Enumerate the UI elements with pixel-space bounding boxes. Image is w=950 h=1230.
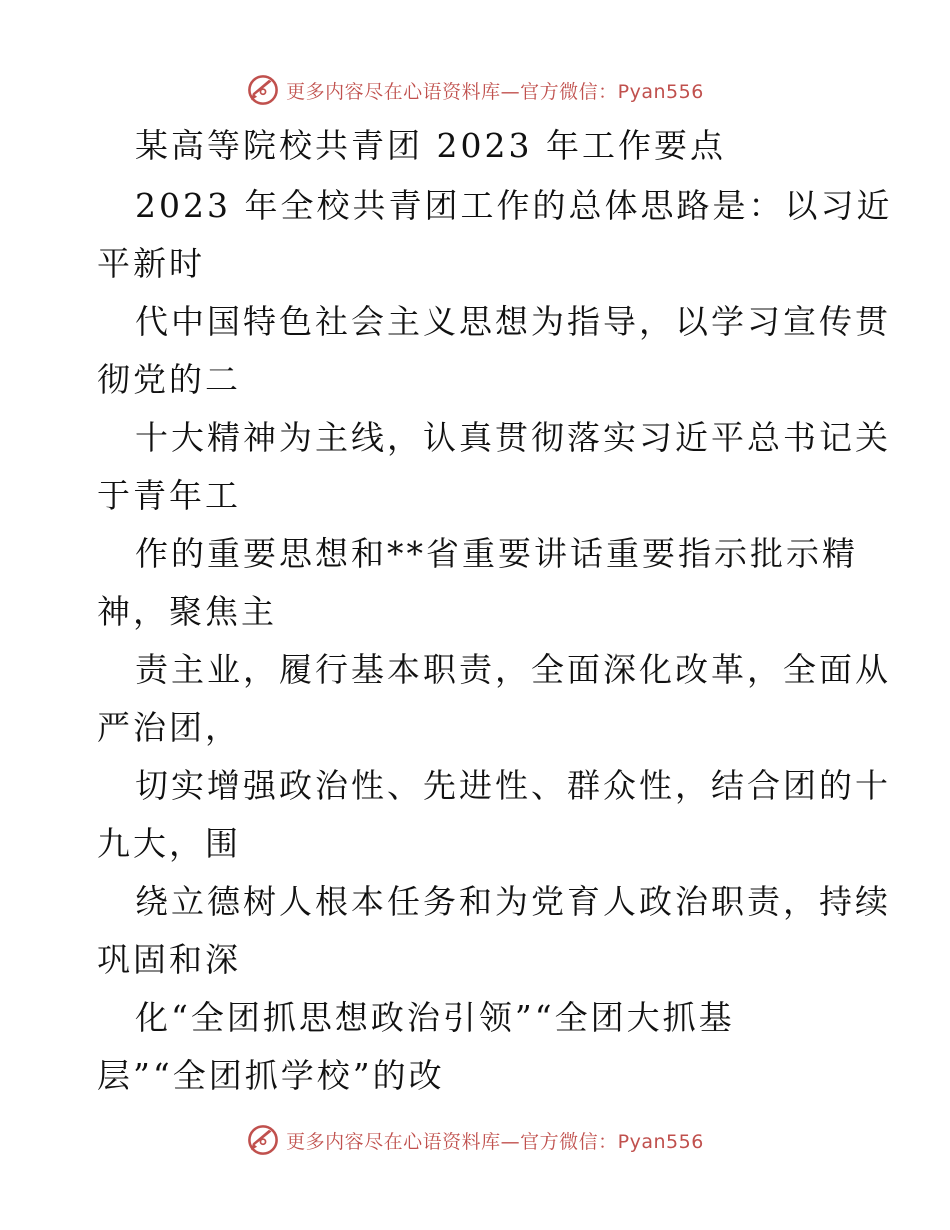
paragraph-line: 责主业，履行基本职责，全面深化改革，全面从 (135, 650, 891, 689)
paragraph-line: 绕立德树人根本任务和为党育人政治职责，持续 (135, 882, 891, 921)
logo-icon (246, 73, 280, 107)
paragraph-line: 巩固和深 (97, 940, 241, 979)
logo-icon (246, 1123, 280, 1157)
paragraph-line: 切实增强政治性、先进性、群众性，结合团的十 (135, 766, 891, 805)
paragraph-line: 作的重要思想和**省重要讲话重要指示批示精 (135, 534, 858, 573)
paragraph-line: 严治团， (97, 708, 241, 747)
header-banner-text: 更多内容尽在心语资料库—官方微信：Pyan556 (286, 80, 704, 103)
footer-banner-inner (246, 1123, 704, 1157)
paragraph-line: 彻党的二 (97, 360, 241, 399)
footer-banner-text: 更多内容尽在心语资料库—官方微信：Pyan556 (286, 1130, 704, 1153)
paragraph-line: 化“全团抓思想政治引领”“全团大抓基 (135, 998, 735, 1037)
footer-banner (0, 1120, 950, 1160)
paragraph-line: 平新时 (97, 244, 205, 283)
paragraph-line: 于青年工 (97, 476, 241, 515)
header-banner-inner (246, 73, 704, 107)
paragraph-line: 神，聚焦主 (97, 592, 277, 631)
paragraph-line: 九大，围 (97, 824, 241, 863)
paragraph-line: 十大精神为主线，认真贯彻落实习近平总书记关 (135, 418, 891, 457)
document-title: 某高等院校共青团 2023 年工作要点 (135, 126, 726, 165)
header-banner (0, 70, 950, 110)
paragraph-line: 层”“全团抓学校”的改 (97, 1056, 445, 1095)
paragraph-line: 2023 年全校共青团工作的总体思路是：以习近 (135, 186, 893, 225)
paragraph-line: 代中国特色社会主义思想为指导，以学习宣传贯 (135, 302, 891, 341)
